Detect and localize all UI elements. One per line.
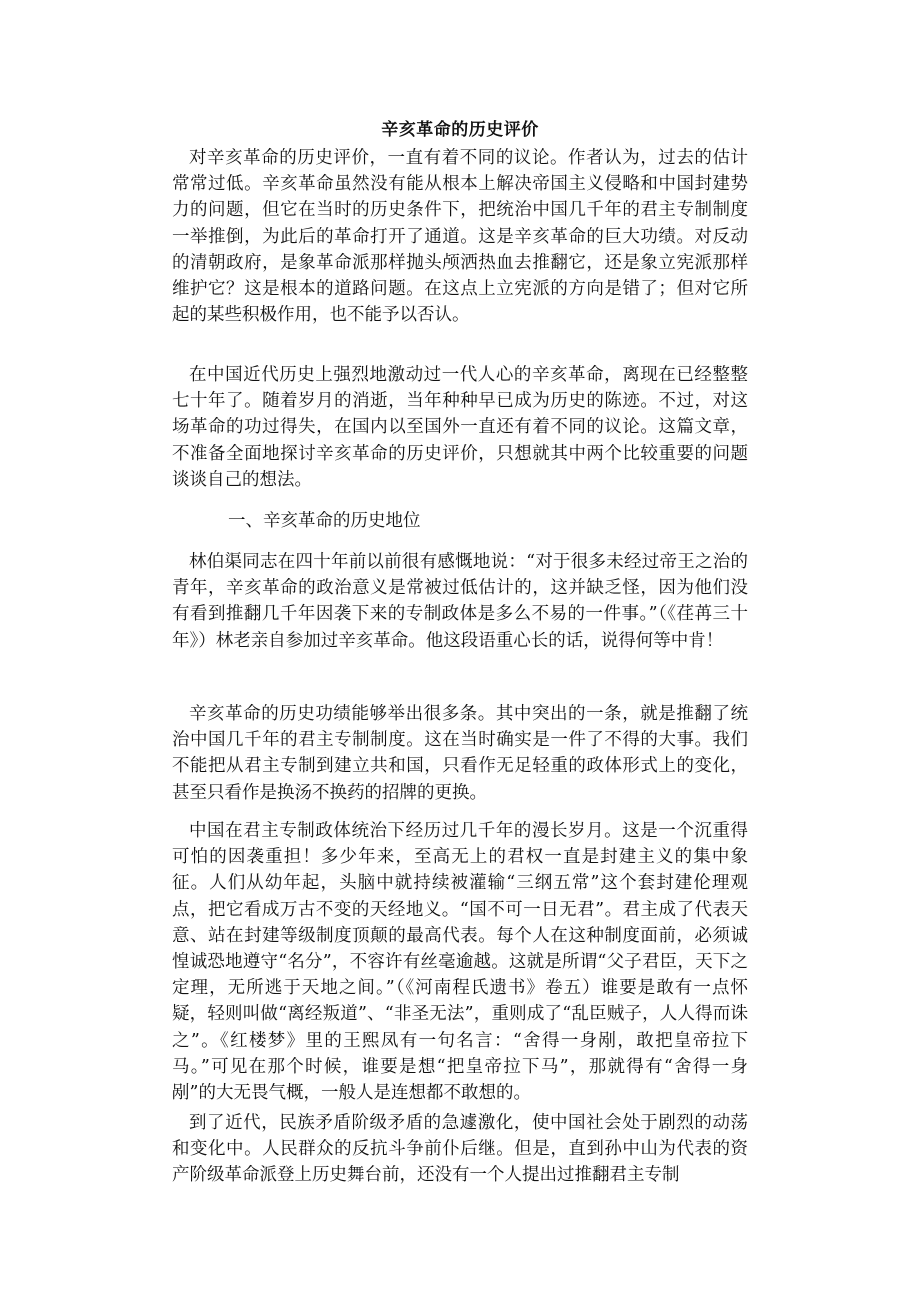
body-paragraph: 林伯渠同志在四十年前以前很有感慨地说：“对于很多未经过帝王之治的青年，辛亥革命的政治意义是常被过低估计的，这并缺乏怪，因为他们没有看到推翻几千年因袭下来的专制政体是多么不易的一件事。”（《荏苒三十年》）林老亲自参加过辛亥革命。他这段语重心长的话，说得何等中肯！ [172, 552, 748, 651]
body-paragraph: 到了近代，民族矛盾阶级矛盾的急遽激化，使中国社会处于剧烈的动荡和变化中。人民群众的反抗斗争前仆后继。但是，直到孙中山为代表的资产阶级革命派登上历史舞台前，还没有一个人提出过推翻君主专制 [172, 1113, 748, 1186]
body-paragraph: 中国在君主专制政体统治下经历过几千年的漫长岁月。这是一个沉重得可怕的因袭重担！多少年来，至高无上的君权一直是封建主义的集中象征。人们从幼年起，头脑中就持续被灌输“三纲五常”这个套封建伦理观点，把它看成万古不变的天经地义。“国不可一日无君”。君主成了代表天意、站在封建等级制度顶颠的最高代表。每个人在这种制度面前，必须诚惶诚恐地遵守“名分”，不容许有丝毫逾越。这就是所谓“父子君臣，天下之定理，无所逃于天地之间。”（《河南程氏遗书》卷五）谁要是敢有一点怀疑，轻则叫做“离经叛道”、“非圣无法”，重则成了“乱臣贼子，人人得而诛之”。《红楼梦》里的王熙凤有一句名言：“舍得一身剐，敢把皇帝拉下马。”可见在那个时候，谁要是想“把皇帝拉下马”，那就得有“舍得一身剐”的大无畏气概，一般人是连想都不敢想的。 [172, 821, 748, 1104]
page-title: 辛亥革命的历史评价 [381, 120, 539, 140]
abstract-paragraph: 对辛亥革命的历史评价，一直有着不同的议论。作者认为，过去的估计常常过低。辛亥革命虽然没有能从根本上解决帝国主义侵略和中国封建势力的问题，但它在当时的历史条件下，把统治中国几千年的君主专制制度一举推倒，为此后的革命打开了通道。这是辛亥革命的巨大功绩。对反动的清朝政府，是象革命派那样抛头颅洒热血去推翻它，还是象立宪派那样维护它？这是根本的道路问题。在这点上立宪派的方向是错了；但对它所起的某些积极作用，也不能予以否认。 [172, 148, 748, 326]
intro-paragraph: 在中国近代历史上强烈地激动过一代人心的辛亥革命，离现在已经整整七十年了。随着岁月的消逝，当年种种早已成为历史的陈迹。不过，对这场革命的功过得失，在国内以至国外一直还有着不同的议论。这篇文章，不准备全面地探讨辛亥革命的历史评价，只想就其中两个比较重要的问题谈谈自己的想法。 [172, 365, 748, 490]
section-heading: 一、辛亥革命的历史地位 [228, 511, 421, 531]
body-paragraph: 辛亥革命的历史功绩能够举出很多条。其中突出的一条，就是推翻了统治中国几千年的君主专制制度。这在当时确实是一件了不得的大事。我们不能把从君主专制到建立共和国，只看作无足轻重的政体形式上的变化，甚至只看作是换汤不换药的招牌的更换。 [172, 704, 748, 803]
